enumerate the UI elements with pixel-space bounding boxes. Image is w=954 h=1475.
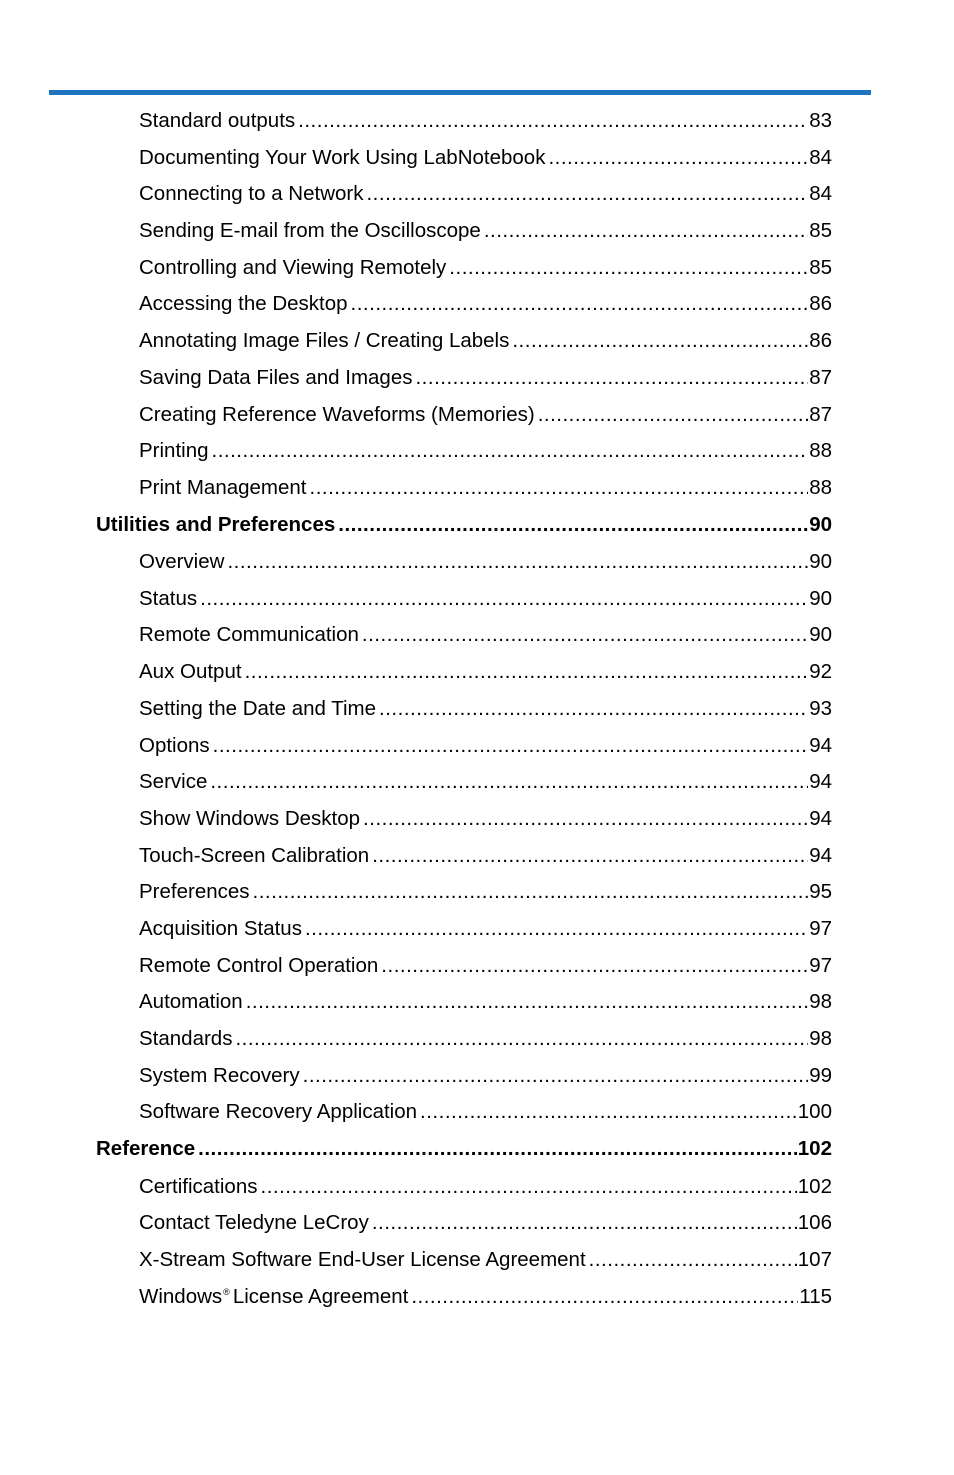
toc-entry[interactable] [0,289,832,326]
toc-entry-label: Sending E-mail from the Oscilloscope [139,219,481,243]
dot-leader [548,143,808,173]
toc-entry-label: Remote Control Operation [139,953,379,977]
toc-entry-label: Print Management [139,475,307,499]
toc-entry[interactable] [0,326,832,363]
toc-entry-label: Creating Reference Waveforms (Memories) [139,402,535,426]
toc-entry[interactable] [0,1024,832,1061]
dot-leader [366,179,808,209]
toc-entry-label: Saving Data Files and Images [139,365,413,389]
toc-entry-page: 87 [809,365,832,389]
toc-entry-page: 90 [809,512,832,536]
toc-entry-label: Documenting Your Work Using LabNotebook [139,145,546,169]
toc-entry[interactable] [0,987,832,1024]
toc-entry-page: 97 [809,916,832,940]
dot-leader [198,1134,797,1164]
dot-leader [212,436,809,466]
dot-leader [298,106,808,136]
toc-entry-page: 85 [809,255,832,279]
toc-entry[interactable] [0,363,832,400]
toc-entry[interactable] [0,584,832,621]
toc-entry-page: 102 [797,1174,832,1198]
toc-entry[interactable] [0,620,832,657]
toc-entry[interactable] [0,657,832,694]
toc-entry-label: Touch-Screen Calibration [139,843,370,867]
dot-leader [411,1282,798,1312]
toc-entry-page: 115 [799,1284,832,1308]
dot-leader [589,1245,797,1275]
toc-entry[interactable] [0,253,832,290]
toc-entry-page: 106 [797,1211,832,1235]
dot-leader [362,620,808,650]
toc-entry[interactable] [0,1245,832,1282]
table-of-contents [0,106,954,1318]
toc-entry-page: 88 [809,475,832,499]
toc-entry-label: Status [139,586,198,610]
dot-leader [338,510,808,540]
toc-entry[interactable] [0,694,832,731]
toc-entry[interactable] [0,473,832,510]
toc-entry-label: Service [139,770,208,794]
toc-entry-page: 94 [809,770,832,794]
dot-leader [372,1208,797,1238]
toc-entry[interactable] [0,951,832,988]
toc-entry-page: 98 [809,990,832,1014]
toc-entry-page: 85 [809,219,832,243]
toc-entry-page: 87 [809,402,832,426]
dot-leader [351,289,809,319]
dot-leader [246,987,808,1017]
dot-leader [538,400,809,430]
toc-entry-label: Show Windows Desktop [139,806,361,830]
dot-leader [261,1172,797,1202]
toc-entry-windows-license[interactable] [0,1282,832,1319]
toc-entry[interactable] [0,731,832,768]
toc-entry-page: 98 [809,1027,832,1050]
toc-entry-label: Annotating Image Files / Creating Labels [139,329,510,353]
toc-entry-label: Utilities and Preferences [96,512,336,536]
toc-entry-label: Automation [139,990,243,1014]
toc-entry-label: Overview [139,550,225,574]
toc-section-heading[interactable] [0,510,832,548]
dot-leader [235,1024,808,1054]
toc-entry-page: 90 [809,623,832,647]
registered-mark: ® [223,1286,230,1297]
dot-leader [200,584,808,614]
dot-leader [303,1061,809,1091]
toc-entry-page: 107 [797,1247,832,1271]
toc-entry[interactable] [0,1208,832,1245]
toc-entry-label: X-Stream Software End-User License Agreement [139,1247,586,1271]
toc-entry-page: 86 [809,292,832,316]
toc-entry-label: Standards [139,1027,233,1050]
toc-entry-label: Options [139,733,210,757]
toc-entry-label: Setting the Date and Time [139,696,377,720]
toc-entry[interactable] [0,841,832,878]
toc-entry[interactable] [0,106,832,143]
toc-entry-page: 90 [809,586,832,610]
toc-entry-page: 92 [809,660,832,684]
toc-entry-label: Preferences [139,880,250,904]
toc-entry[interactable] [0,436,832,473]
dot-leader [484,216,808,246]
toc-entry-page: 100 [797,1100,832,1124]
toc-entry-label: Windows® License Agreement [139,1284,409,1308]
dot-leader [253,877,809,907]
toc-entry[interactable] [0,877,832,914]
toc-entry[interactable] [0,400,832,437]
toc-entry-page: 94 [809,843,832,867]
dot-leader [381,951,808,981]
toc-entry-label: Acquisition Status [139,916,302,940]
dot-leader [372,841,808,871]
dot-leader [379,694,808,724]
dot-leader [415,363,808,393]
toc-entry-label: Accessing the Desktop [139,292,348,316]
toc-entry-page: 95 [809,880,832,904]
toc-entry-page: 84 [809,145,832,169]
toc-entry-page: 83 [809,109,832,132]
dot-leader [420,1097,797,1127]
toc-entry-page: 99 [809,1063,832,1087]
toc-entry[interactable] [0,216,832,253]
toc-entry-label: Standard outputs [139,109,296,132]
toc-entry-label: Certifications [139,1174,258,1198]
dot-leader [449,253,808,283]
toc-entry-page: 102 [797,1137,832,1161]
toc-entry-label: Software Recovery Application [139,1100,418,1124]
toc-entry-label: Reference [96,1137,196,1161]
toc-entry-page: 88 [809,439,832,463]
toc-entry-label: Remote Communication [139,623,359,647]
toc-entry-page: 97 [809,953,832,977]
toc-entry-label: Printing [139,439,209,463]
toc-entry-page: 94 [809,733,832,757]
dot-leader [310,473,809,503]
toc-entry[interactable] [0,804,832,841]
toc-entry-label: System Recovery [139,1063,300,1087]
dot-leader [512,326,808,356]
toc-entry[interactable] [0,1097,832,1134]
dot-leader [213,731,809,761]
toc-entry-label: Connecting to a Network [139,182,364,206]
toc-entry[interactable] [0,1172,832,1209]
toc-entry[interactable] [0,914,832,951]
dot-leader [245,657,809,687]
dot-leader [305,914,808,944]
toc-entry-page: 93 [809,696,832,720]
toc-entry-page: 84 [809,182,832,206]
toc-entry-page: 94 [809,806,832,830]
header-rule [49,90,871,95]
toc-entry-label: Controlling and Viewing Remotely [139,255,447,279]
toc-entry[interactable] [0,1061,832,1098]
toc-entry[interactable] [0,767,832,804]
dot-leader [227,547,808,577]
toc-section-heading[interactable] [0,1134,832,1172]
dot-leader [210,767,808,797]
toc-entry-label: Contact Teledyne LeCroy [139,1211,369,1235]
toc-entry[interactable] [0,143,832,180]
toc-entry[interactable] [0,179,832,216]
toc-entry-label: Aux Output [139,660,242,684]
dot-leader [363,804,808,834]
toc-entry-page: 86 [809,329,832,353]
toc-entry[interactable] [0,547,832,584]
toc-entry-page: 90 [809,550,832,574]
